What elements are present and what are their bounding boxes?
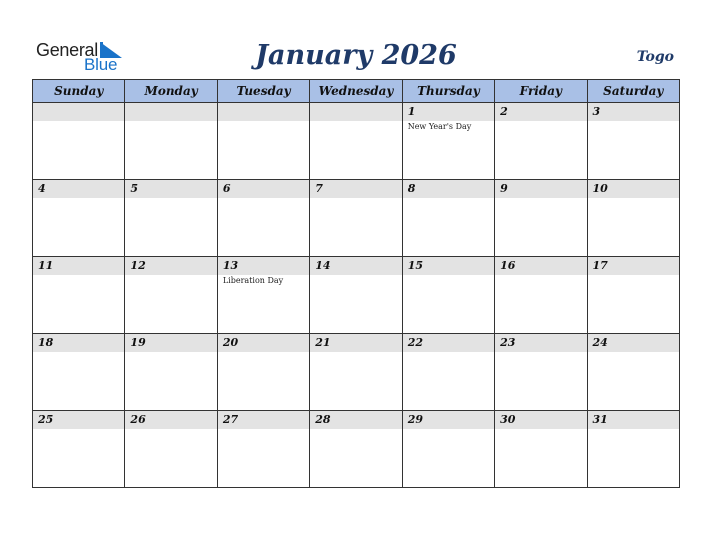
- holiday-label: [33, 352, 124, 353]
- week-row: [33, 180, 680, 257]
- holiday-label: [403, 429, 494, 430]
- day-cell[interactable]: [310, 103, 402, 180]
- day-number: 17: [588, 257, 679, 275]
- day-number: 30: [495, 411, 586, 429]
- day-cell-content: [588, 257, 679, 333]
- day-cell[interactable]: [125, 180, 217, 257]
- day-cell-content: [218, 411, 309, 487]
- holiday-label: [218, 198, 309, 199]
- holiday-label: [588, 352, 679, 353]
- day-cell[interactable]: [587, 411, 679, 488]
- holiday-label: New Year's Day: [407, 122, 472, 131]
- day-cell-content: [310, 180, 401, 256]
- holiday-label: [310, 429, 401, 430]
- day-cell-content: [125, 257, 216, 333]
- day-cell[interactable]: [495, 180, 587, 257]
- day-number: 12: [125, 257, 216, 275]
- weekday-tuesday: Tuesday: [217, 80, 309, 103]
- weekday-monday: Monday: [125, 80, 217, 103]
- holiday-label: Liberation Day: [222, 276, 284, 285]
- day-cell[interactable]: [217, 411, 309, 488]
- day-number: 4: [33, 180, 124, 198]
- day-cell-content: [310, 411, 401, 487]
- country-label: Togo: [636, 49, 674, 65]
- week-row: [33, 257, 680, 334]
- day-cell-content: [495, 334, 586, 410]
- day-number: 18: [33, 334, 124, 352]
- holiday-label: [495, 275, 586, 276]
- day-number: 20: [218, 334, 309, 352]
- day-cell[interactable]: [587, 103, 679, 180]
- holiday-label: [33, 198, 124, 199]
- holiday-label: [33, 429, 124, 430]
- day-cell[interactable]: [402, 411, 494, 488]
- day-number: [125, 103, 216, 121]
- holiday-label: [403, 352, 494, 353]
- day-cell-content: [218, 257, 309, 333]
- day-cell[interactable]: [125, 257, 217, 334]
- holiday-label: [403, 275, 494, 276]
- day-number: 21: [310, 334, 401, 352]
- day-number: 23: [495, 334, 586, 352]
- day-cell-content: [33, 257, 124, 333]
- day-cell[interactable]: [33, 411, 125, 488]
- day-number: 16: [495, 257, 586, 275]
- weekday-header-row: [33, 80, 680, 103]
- holiday-label: [125, 429, 216, 430]
- day-number: 11: [33, 257, 124, 275]
- day-cell[interactable]: [402, 334, 494, 411]
- weekday-thursday: Thursday: [402, 80, 494, 103]
- day-cell-content: [495, 103, 586, 179]
- day-number: 8: [403, 180, 494, 198]
- holiday-label: [218, 121, 309, 122]
- holiday-label: [33, 275, 124, 276]
- day-cell-content: [403, 103, 494, 179]
- day-cell-content: [33, 334, 124, 410]
- day-cell-content: [218, 103, 309, 179]
- day-number: 27: [218, 411, 309, 429]
- holiday-label: [125, 121, 216, 122]
- holiday-label: [218, 429, 309, 430]
- day-cell-content: [588, 334, 679, 410]
- day-number: 7: [310, 180, 401, 198]
- day-cell[interactable]: [310, 334, 402, 411]
- weekday-sunday: Sunday: [33, 80, 125, 103]
- calendar-title: January 2026: [255, 40, 457, 71]
- day-cell[interactable]: [125, 103, 217, 180]
- logo-text-general: General: [36, 40, 98, 60]
- day-number: [218, 103, 309, 121]
- calendar-body: [33, 103, 680, 488]
- day-cell-content: [403, 411, 494, 487]
- day-cell-content: [125, 334, 216, 410]
- weekday-friday: Friday: [495, 80, 587, 103]
- day-number: 25: [33, 411, 124, 429]
- day-cell[interactable]: [495, 103, 587, 180]
- day-number: 2: [495, 103, 586, 121]
- day-number: 1: [403, 103, 494, 121]
- holiday-label: [588, 429, 679, 430]
- day-cell[interactable]: [33, 103, 125, 180]
- day-cell[interactable]: [310, 411, 402, 488]
- holiday-label: [495, 352, 586, 353]
- day-cell-content: [310, 257, 401, 333]
- day-number: 9: [495, 180, 586, 198]
- day-cell[interactable]: [495, 411, 587, 488]
- day-cell-content: [218, 180, 309, 256]
- day-cell[interactable]: [495, 257, 587, 334]
- day-cell[interactable]: [587, 257, 679, 334]
- day-number: 26: [125, 411, 216, 429]
- day-cell-content: [495, 180, 586, 256]
- week-row: [33, 411, 680, 488]
- holiday-label: [310, 121, 401, 122]
- day-number: 10: [588, 180, 679, 198]
- day-number: 6: [218, 180, 309, 198]
- day-cell-content: [588, 411, 679, 487]
- day-cell-content: [218, 334, 309, 410]
- day-number: 14: [310, 257, 401, 275]
- day-number: 28: [310, 411, 401, 429]
- day-cell[interactable]: [310, 180, 402, 257]
- week-row: [33, 103, 680, 180]
- holiday-label: [33, 121, 124, 122]
- calendar-grid: [32, 79, 680, 488]
- holiday-label: [588, 198, 679, 199]
- day-cell[interactable]: [402, 103, 494, 180]
- day-cell-content: [33, 180, 124, 256]
- day-cell[interactable]: [33, 180, 125, 257]
- day-cell[interactable]: [125, 334, 217, 411]
- holiday-label: [218, 352, 309, 353]
- day-number: 13: [218, 257, 309, 275]
- holiday-label: [588, 275, 679, 276]
- holiday-label: [125, 352, 216, 353]
- weekday-saturday: Saturday: [587, 80, 679, 103]
- weekday-wednesday: Wednesday: [310, 80, 402, 103]
- day-cell-content: [495, 257, 586, 333]
- day-cell-content: [33, 103, 124, 179]
- day-cell-content: [310, 103, 401, 179]
- day-cell-content: [588, 103, 679, 179]
- holiday-label: [125, 198, 216, 199]
- day-cell[interactable]: [310, 257, 402, 334]
- day-cell-content: [495, 411, 586, 487]
- day-cell[interactable]: [217, 334, 309, 411]
- day-cell-content: [125, 411, 216, 487]
- holiday-label: [310, 275, 401, 276]
- holiday-label: [495, 198, 586, 199]
- week-row: [33, 334, 680, 411]
- day-cell[interactable]: [402, 257, 494, 334]
- day-cell-content: [33, 411, 124, 487]
- day-number: 19: [125, 334, 216, 352]
- logo-text-blue: Blue: [84, 55, 118, 74]
- holiday-label: [310, 352, 401, 353]
- day-cell-content: [403, 180, 494, 256]
- day-cell-content: [125, 103, 216, 179]
- day-number: 3: [588, 103, 679, 121]
- day-cell[interactable]: [587, 334, 679, 411]
- day-cell[interactable]: [33, 257, 125, 334]
- day-number: 24: [588, 334, 679, 352]
- day-number: 29: [403, 411, 494, 429]
- day-number: 31: [588, 411, 679, 429]
- day-number: 22: [403, 334, 494, 352]
- day-cell-content: [125, 180, 216, 256]
- day-cell[interactable]: [587, 180, 679, 257]
- holiday-label: [403, 198, 494, 199]
- day-cell[interactable]: [217, 257, 309, 334]
- day-cell-content: [403, 334, 494, 410]
- day-cell-content: [403, 257, 494, 333]
- holiday-label: [495, 121, 586, 122]
- holiday-label: [495, 429, 586, 430]
- day-cell[interactable]: [402, 180, 494, 257]
- holiday-label: [125, 275, 216, 276]
- day-cell[interactable]: [33, 334, 125, 411]
- holiday-label: [310, 198, 401, 199]
- day-cell[interactable]: [217, 180, 309, 257]
- day-number: 15: [403, 257, 494, 275]
- day-cell-content: [588, 180, 679, 256]
- day-number: [310, 103, 401, 121]
- day-number: 5: [125, 180, 216, 198]
- holiday-label: [588, 121, 679, 122]
- day-number: [33, 103, 124, 121]
- day-cell[interactable]: [125, 411, 217, 488]
- day-cell[interactable]: [217, 103, 309, 180]
- day-cell-content: [310, 334, 401, 410]
- day-cell[interactable]: [495, 334, 587, 411]
